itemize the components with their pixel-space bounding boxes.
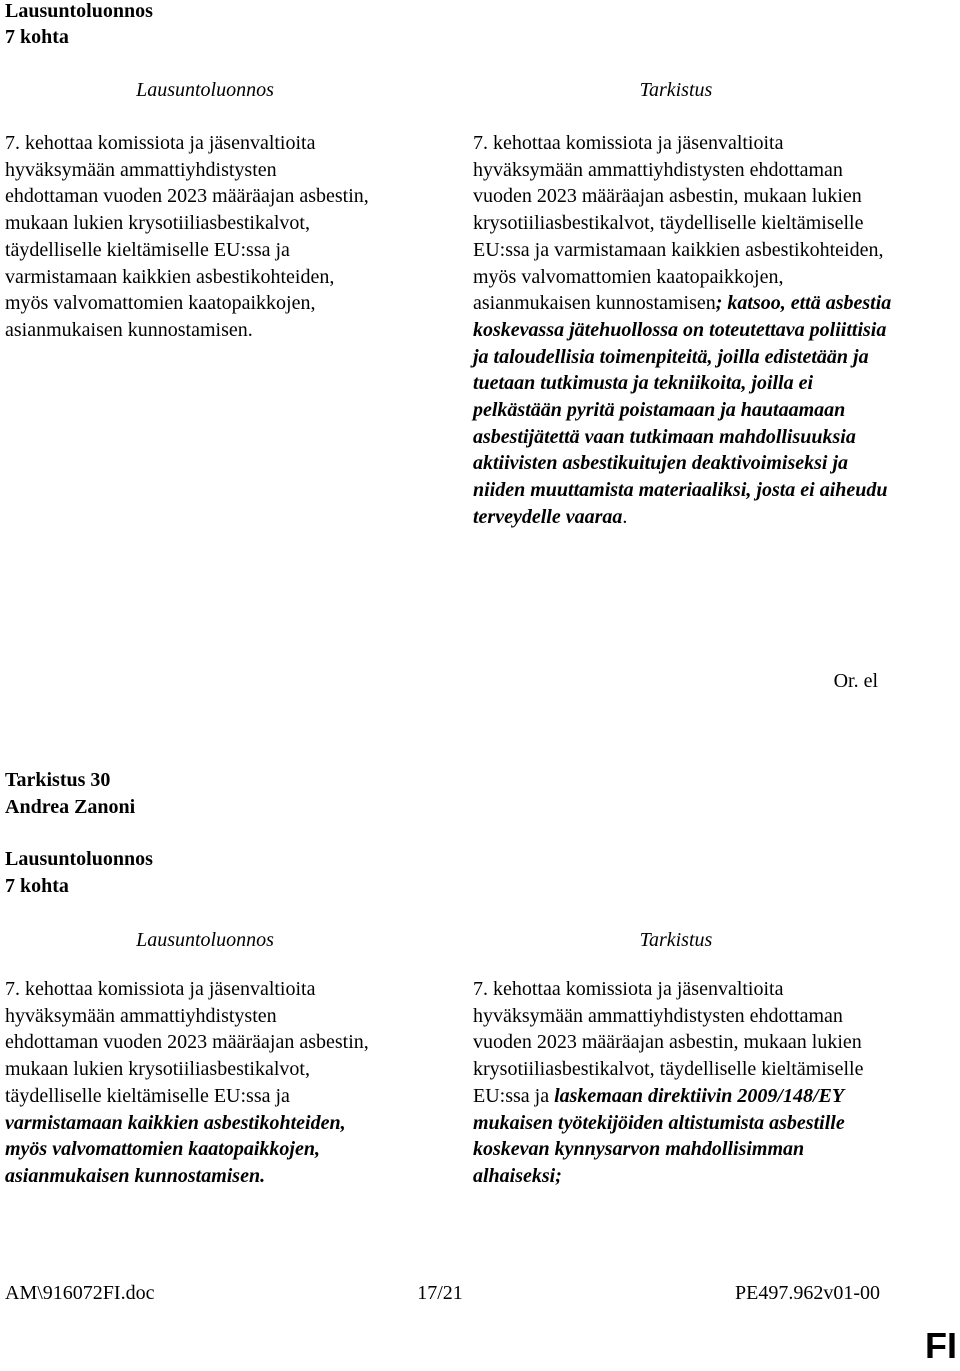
block2-amendment-heading [5, 767, 110, 794]
footer-language-code: FI [925, 1325, 957, 1366]
block2-left-text-plain: 7. kehottaa komissiota ja jäsenvaltioita hyväksymään ammattiyhdistysten ehdottaman vuoden 2023 määräajan asbestin, mukaan lukien krysotiiliasbestikalvot, täydelliselle kieltämiselle EU:ssa ja [5, 978, 369, 1107]
block1-original-language: Or. el [833, 670, 878, 692]
block1-point: 7 kohta [5, 26, 69, 48]
block2-point: 7 kohta [5, 875, 69, 897]
block2-amendment-label: Tarkistus [5, 769, 86, 791]
block2-left-header: Lausuntoluonnos [136, 929, 274, 951]
block1-left-text: 7. kehottaa komissiota ja jäsenvaltioita hyväksymään ammattiyhdistysten ehdottaman vuoden 2023 määräajan asbestin, mukaan lukien krysotiiliasbestikalvot, täydelliselle kieltämiselle EU:ssa ja varmistamaan kaikkien asbestikohteiden, myös valvomattomien kaatopaikkojen, asianmukaisen kunnostamisen. [5, 132, 369, 341]
block2-left-text [5, 976, 373, 1190]
block1-right-text-emph: ; katsoo, että asbestia koskevassa jätehuollossa on toteutettava poliittisia ja taloudellisia toimenpiteitä, joilla edistetään ja tuetaan tutkimusta ja tekniikoita, joilla ei pelkästään pyritä poistamaan ja hautaamaan asbestijätettä vaan tutkimaan mahdollisuuksia aktiivisten asbestikuitujen deaktivoimiseksi ja niiden muuttamista materiaaliksi, josta ei aiheudu terveydelle vaaraa [473, 292, 892, 528]
block2-right-header: Tarkistus [639, 929, 713, 951]
block1-right-text-plain: 7. kehottaa komissiota ja jäsenvaltioita hyväksymään ammattiyhdistysten ehdottaman vuoden 2023 määräajan asbestin, mukaan lukien krysotiiliasbestikalvot, täydelliselle kieltämiselle EU:ssa ja varmistamaan kaikkien asbestikohteiden, myös valvomattomien kaatopaikkojen, asianmukaisen kunnostamisen [473, 132, 884, 315]
block1-left-header: Lausuntoluonnos [136, 79, 274, 101]
block2-left-text-emph: varmistamaan kaikkien asbestikohteiden, myös valvomattomien kaatopaikkojen, asianmukaisen kunnostamisen. [5, 1111, 346, 1187]
block1-right-header: Tarkistus [639, 79, 713, 101]
block2-author: Andrea Zanoni [5, 796, 136, 818]
block1-right-text-end: . [622, 505, 628, 528]
block1-right-text [473, 130, 893, 531]
footer-pe-ref: PE497.962v01-00 [735, 1282, 880, 1304]
footer-page-number: 17/21 [417, 1282, 463, 1304]
block1-title: Lausuntoluonnos [5, 0, 153, 22]
block2-right-text-plain: 7. kehottaa komissiota ja jäsenvaltioita hyväksymään ammattiyhdistysten ehdottaman vuoden 2023 määräajan asbestin, mukaan lukien krysotiiliasbestikalvot, täydelliselle kieltämiselle EU:ssa ja [473, 978, 864, 1107]
block2-right-text [473, 976, 873, 1190]
footer-doc-ref: AM\916072FI.doc [5, 1282, 155, 1304]
block2-title: Lausuntoluonnos [5, 848, 153, 870]
block2-amendment-number: 30 [90, 769, 111, 791]
block2-right-text-emph: laskemaan direktiivin 2009/148/EY mukaisen työtekijöiden altistumista asbestille koskevan kynnysarvon mahdollisimman alhaiseksi; [473, 1084, 845, 1187]
